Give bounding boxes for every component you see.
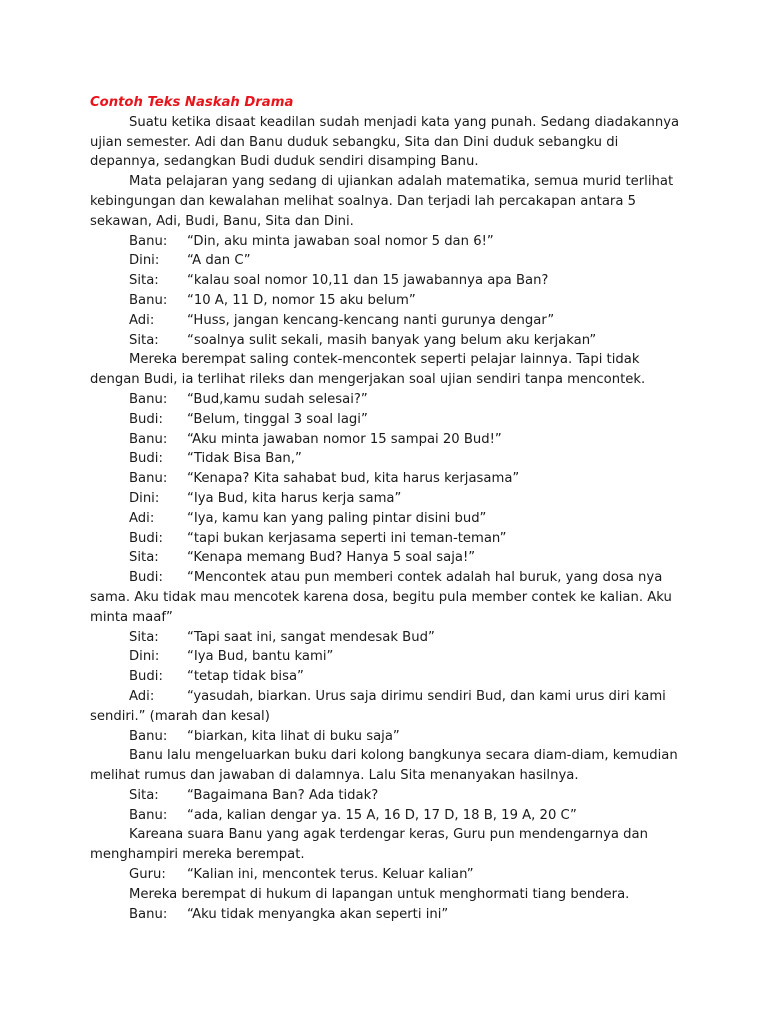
narration-paragraph: Banu lalu mengeluarkan buku dari kolong bangkunya secara diam-diam, kemudian melihat rumus dan jawaban di dalamnya. Lalu Sita menanyakan hasilnya. [90,748,678,784]
dialogue-text: “Mencontek atau pun memberi contek adalah hal buruk, yang dosa nya [187,570,663,586]
speaker-name: Budi: [129,411,163,427]
dialogue-text: “Tidak Bisa Ban,” [187,451,302,467]
dialogue-line [90,271,690,291]
dialogue-line [90,291,690,311]
document-body [90,93,690,924]
dialogue-line [90,509,690,529]
speaker-name: Budi: [129,570,163,586]
dialogue-line [90,865,690,885]
narration-paragraph: Mata pelajaran yang sedang di ujiankan adalah matematika, semua murid terlihat kebingungan dan kewalahan melihat soalnya. Dan terjadi lah percakapan antara 5 sekawan, Adi, Budi, Banu, Sita dan Dini. [90,174,674,229]
dialogue-text: “tapi bukan kerjasama seperti ini teman-teman” [187,530,507,546]
narration-paragraph: Suatu ketika disaat keadilan sudah menjadi kata yang punah. Sedang diadakannya ujian semester. Adi dan Banu duduk sebangku, Sita dan Dini duduk sebangku di depannya, sedangkan Budi duduk sendiri disamping Banu. [90,114,680,170]
dialogue-line [90,568,690,627]
speaker-name: Adi: [129,688,155,704]
dialogue-line [90,311,690,331]
speaker-name: Guru: [129,867,166,883]
dialogue-text: “Aku tidak menyangka akan seperti ini” [187,906,449,922]
speaker-name: Sita: [129,787,159,803]
dialogue-text: “Din, aku minta jawaban soal nomor 5 dan 6!” [187,233,494,249]
dialogue-line [90,489,690,509]
dialogue-text: “Aku minta jawaban nomor 15 sampai 20 Bud!” [187,431,502,447]
speaker-name: Dini: [129,490,160,506]
dialogue-text: “Kalian ini, mencontek terus. Keluar kalian” [187,867,474,883]
dialogue-text: “Bud,kamu sudah selesai?” [187,391,368,407]
speaker-name: Adi: [129,510,155,526]
dialogue-text: “Kenapa? Kita sahabat bud, kita harus kerjasama” [187,471,520,487]
dialogue-text: “Bagaimana Ban? Ada tidak? [187,787,379,803]
dialogue-line [90,469,690,489]
dialogue-line [90,727,690,747]
speaker-name: Budi: [129,669,163,685]
speaker-name: Sita: [129,629,159,645]
dialogue-text: “Belum, tinggal 3 soal lagi” [187,411,368,427]
speaker-name: Banu: [129,906,168,922]
dialogue-text: “soalnya sulit sekali, masih banyak yang belum aku kerjakan” [187,332,597,348]
dialogue-line [90,667,690,687]
speaker-name: Banu: [129,431,168,447]
dialogue-line [90,449,690,469]
dialogue-text: “10 A, 11 D, nomor 15 aku belum” [187,292,416,308]
speaker-name: Banu: [129,471,168,487]
dialogue-text: “kalau soal nomor 10,11 dan 15 jawabannya apa Ban? [187,273,549,289]
speaker-name: Dini: [129,649,160,665]
dialogue-line [90,548,690,568]
dialogue-line [90,390,690,410]
narration-paragraph: Mereka berempat saling contek-mencontek seperti pelajar lainnya. Tapi tidak dengan Budi, ia terlihat rileks dan mengerjakan soal ujian sendiri tanpa mencontek. [90,352,646,388]
speaker-name: Banu: [129,233,168,249]
dialogue-line [90,786,690,806]
dialogue-text: “yasudah, biarkan. Urus saja dirimu sendiri Bud, dan kami urus diri kami [187,688,666,704]
speaker-name: Sita: [129,550,159,566]
speaker-name: Banu: [129,807,168,823]
dialogue-text: “ada, kalian dengar ya. 15 A, 16 D, 17 D, 18 B, 19 A, 20 C” [187,807,577,823]
dialogue-line [90,331,690,351]
speaker-name: Budi: [129,530,163,546]
dialogue-text: “Tapi saat ini, sangat mendesak Bud” [187,629,435,645]
dialogue-line [90,410,690,430]
narration-paragraph: Mereka berempat di hukum di lapangan untuk menghormati tiang bendera. [129,886,630,902]
dialogue-line [90,687,690,727]
dialogue-line [90,628,690,648]
dialogue-text: “biarkan, kita lihat di buku saja” [187,728,400,744]
dialogue-text: “A dan C” [187,253,251,269]
speaker-name: Sita: [129,332,159,348]
dialogue-text: “tetap tidak bisa” [187,669,304,685]
dialogue-line [90,806,690,826]
speaker-name: Adi: [129,312,155,328]
dialogue-text: “Huss, jangan kencang-kencang nanti gurunya dengar” [187,312,555,328]
speaker-name: Dini: [129,253,160,269]
speaker-name: Banu: [129,391,168,407]
dialogue-text: “Kenapa memang Bud? Hanya 5 soal saja!” [187,550,476,566]
dialogue-text: “Iya Bud, bantu kami” [187,649,334,665]
speaker-name: Sita: [129,273,159,289]
speaker-name: Budi: [129,451,163,467]
dialogue-line [90,251,690,271]
dialogue-line [90,430,690,450]
document-title: Contoh Teks Naskah Drama [90,95,294,110]
speaker-name: Banu: [129,292,168,308]
dialogue-continuation: sama. Aku tidak mau mencotek karena dosa, begitu pula member contek ke kalian. Aku minta maaf” [90,589,672,625]
dialogue-line [90,232,690,252]
dialogue-line [90,647,690,667]
dialogue-line [90,905,690,925]
speaker-name: Banu: [129,728,168,744]
dialogue-text: “Iya Bud, kita harus kerja sama” [187,490,402,506]
dialogue-continuation: sendiri.” (marah dan kesal) [90,708,270,724]
dialogue-text: “Iya, kamu kan yang paling pintar disini bud” [187,510,487,526]
narration-paragraph: Kareana suara Banu yang agak terdengar keras, Guru pun mendengarnya dan menghampiri mereka berempat. [90,827,648,863]
dialogue-line [90,529,690,549]
